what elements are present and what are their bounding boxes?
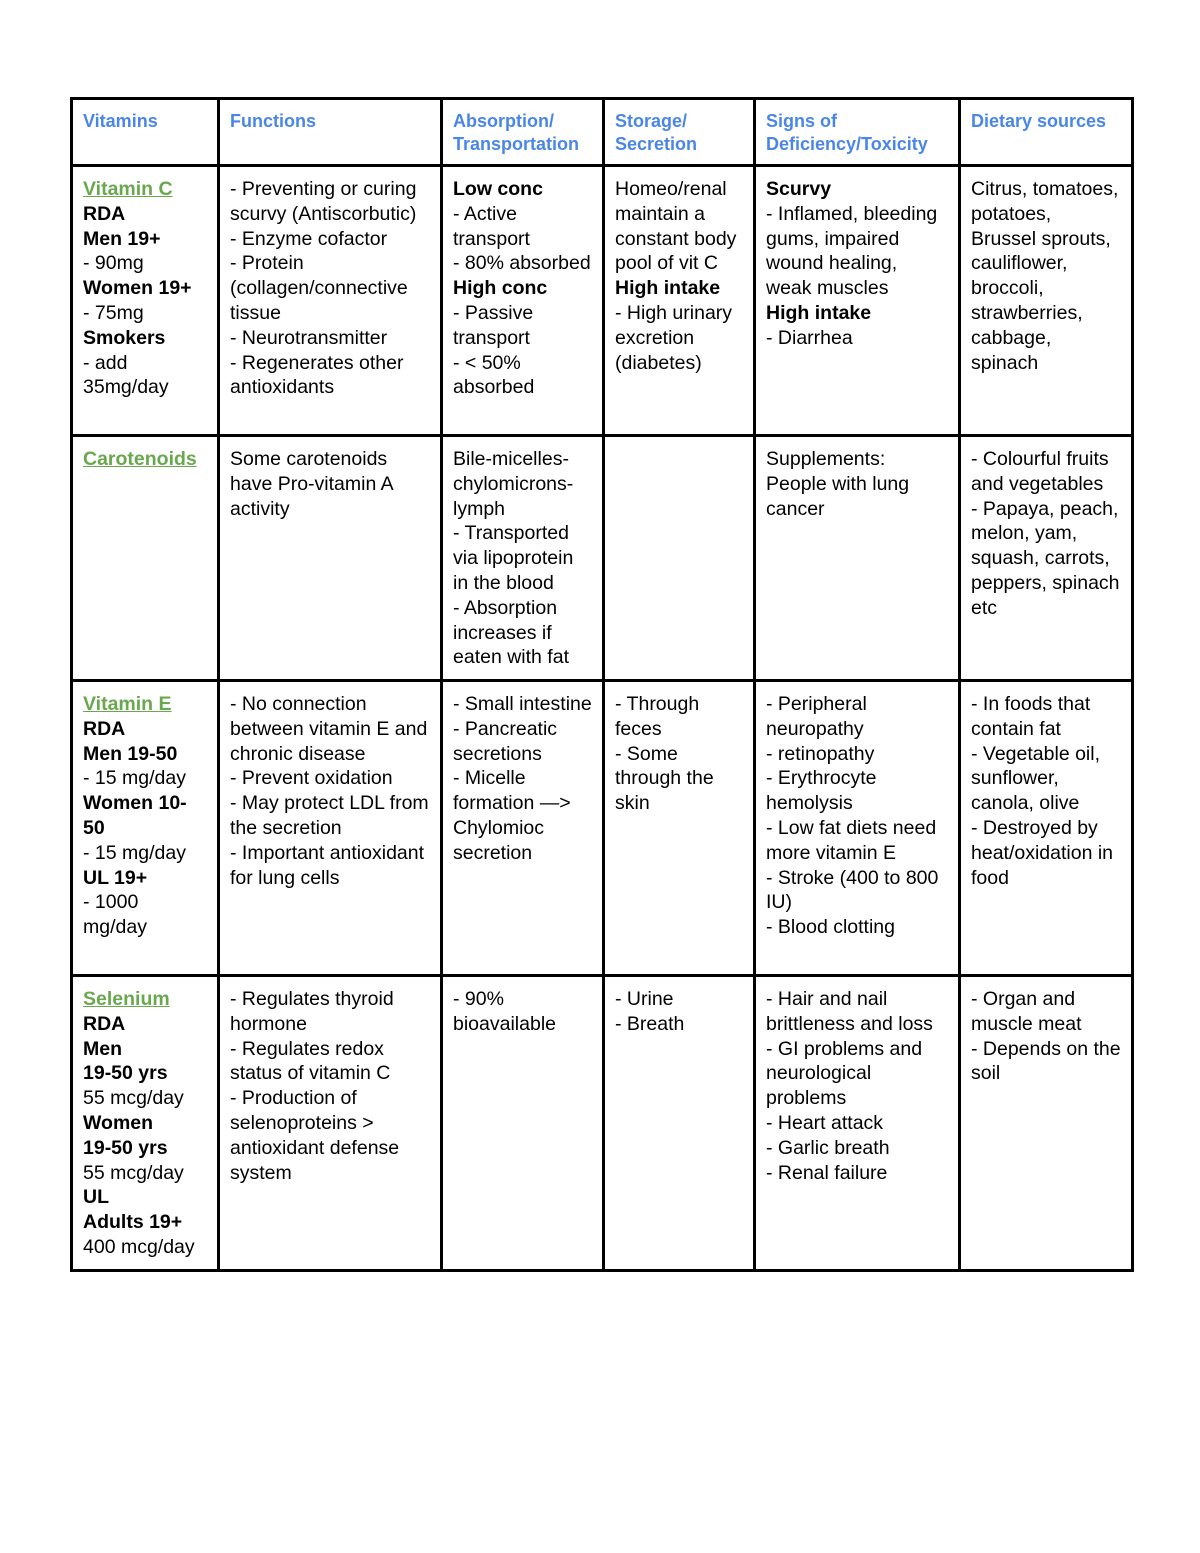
cell-line: - Inflamed, bleeding gums, impaired wound healing, weak muscles [766, 202, 938, 300]
cell-line: - No connection between vitamin E and chronic disease [230, 693, 428, 765]
cell-functions [219, 166, 442, 436]
vitamin-name: Selenium [83, 988, 170, 1010]
cell-line: - Pancreatic secretions [453, 717, 558, 765]
header-signs: Signs of Deficiency/Toxicity [755, 99, 960, 166]
cell-line: High intake [615, 277, 721, 300]
cell-line: Men 19+ [83, 227, 161, 250]
cell-line: Women [83, 1111, 154, 1134]
header-functions: Functions [219, 99, 442, 166]
cell-line: - May protect LDL from the secretion [230, 792, 429, 839]
cell-line: - Hair and nail brittleness and loss [766, 988, 933, 1035]
vitamin-name: Carotenoids [83, 448, 197, 470]
cell-line: - Neurotransmitter [230, 326, 388, 349]
cell-sources [960, 166, 1133, 436]
cell-line: - High urinary excretion (diabetes) [615, 301, 733, 374]
cell-line: UL [83, 1186, 109, 1209]
cell-line: High intake [766, 301, 872, 324]
cell-line: - Active transport [453, 202, 530, 250]
cell-line: - Vegetable oil, sunflower, canola, olive [971, 742, 1101, 815]
cell-storage [604, 976, 755, 1271]
vitamin-name: Vitamin C [83, 178, 173, 200]
cell-signs [755, 681, 960, 976]
cell-vitamin [72, 436, 219, 681]
cell-line: - Small intestine [453, 693, 592, 715]
cell-line: - Preventing or curing scurvy (Antiscorbutic) [230, 178, 417, 225]
cell-line: - 75mg [83, 301, 144, 324]
cell-line: - Heart attack [766, 1111, 884, 1134]
cell-vitamin [72, 166, 219, 436]
cell-line: - 90mg [83, 252, 144, 275]
table-row [72, 976, 1133, 1271]
cell-line: - Passive transport [453, 301, 534, 349]
cell-absorption [442, 681, 604, 976]
cell-line: - Enzyme cofactor [230, 227, 388, 250]
header-row [72, 99, 1133, 166]
cell-line: - GI problems and neurological problems [766, 1037, 923, 1110]
cell-signs [755, 976, 960, 1271]
cell-line: RDA [83, 202, 126, 225]
cell-line: - Papaya, peach, melon, yam, squash, carrots, peppers, spinach etc [971, 497, 1120, 619]
cell-sources [960, 681, 1133, 976]
cell-signs [755, 436, 960, 681]
cell-line: - Regenerates other antioxidants [230, 351, 404, 399]
table-row [72, 436, 1133, 681]
table-body [72, 166, 1133, 1271]
cell-vitamin [72, 976, 219, 1271]
cell-line: High conc [453, 277, 548, 300]
cell-line: - Urine [615, 988, 674, 1010]
cell-line: - Absorption increases if eaten with fat [453, 596, 569, 669]
cell-line: Supplements: People with lung cancer [766, 448, 910, 520]
cell-storage [604, 436, 755, 681]
cell-line: - Organ and muscle meat [971, 988, 1082, 1035]
cell-line: Women 10-50 [83, 792, 187, 839]
vitamin-name: Vitamin E [83, 693, 172, 715]
cell-functions [219, 976, 442, 1271]
cell-signs [755, 166, 960, 436]
cell-line: RDA [83, 717, 126, 740]
cell-line: Smokers [83, 326, 166, 349]
cell-line: 55 mcg/day [83, 1161, 184, 1184]
cell-line: - 15 mg/day [83, 841, 186, 864]
cell-line: Homeo/renal maintain a constant body pool of vit C [615, 178, 737, 275]
cell-line: - Renal failure [766, 1161, 888, 1184]
cell-line: - Colourful fruits and vegetables [971, 448, 1109, 495]
cell-absorption [442, 166, 604, 436]
cell-line: - < 50% absorbed [453, 351, 535, 399]
cell-line: - Regulates thyroid hormone [230, 988, 394, 1035]
cell-line: Bile-micelles-chylomicrons-lymph [453, 448, 574, 520]
cell-line: - In foods that contain fat [971, 693, 1091, 740]
cell-sources [960, 976, 1133, 1271]
cell-line: 19-50 yrs [83, 1062, 168, 1085]
cell-line: - Regulates redox status of vitamin C [230, 1037, 391, 1085]
cell-line: - Breath [615, 1012, 685, 1035]
cell-line: - Depends on the soil [971, 1037, 1121, 1085]
cell-line: - 15 mg/day [83, 767, 186, 790]
cell-line: - Important antioxidant for lung cells [230, 841, 425, 889]
cell-line: Women 19+ [83, 277, 192, 300]
cell-line: - Production of selenoproteins > antioxidant defense system [230, 1087, 400, 1184]
cell-line: - Peripheral neuropathy [766, 693, 867, 740]
cell-storage [604, 681, 755, 976]
cell-line: Men 19-50 [83, 742, 178, 765]
cell-absorption [442, 436, 604, 681]
cell-line: Adults 19+ [83, 1211, 183, 1234]
cell-line: - 90% bioavailable [453, 988, 556, 1035]
header-absorption: Absorption/ Transportation [442, 99, 604, 166]
cell-line: Citrus, tomatoes, potatoes, Brussel sprouts, cauliflower, broccoli, strawberries, cabbage, spinach [971, 178, 1119, 374]
header-vitamins: Vitamins [72, 99, 219, 166]
cell-line: - 1000 mg/day [83, 891, 147, 939]
cell-storage [604, 166, 755, 436]
vitamins-table [70, 97, 1134, 1272]
cell-line: - Erythrocyte hemolysis [766, 767, 877, 815]
cell-line: RDA [83, 1012, 126, 1035]
cell-line: Scurvy [766, 178, 832, 200]
cell-line: - 80% absorbed [453, 252, 591, 275]
cell-line: 55 mcg/day [83, 1087, 184, 1110]
cell-vitamin [72, 681, 219, 976]
cell-line: - Diarrhea [766, 326, 853, 349]
cell-line: - Blood clotting [766, 916, 895, 939]
cell-line: - add 35mg/day [83, 351, 169, 399]
cell-line: - Some through the skin [615, 742, 714, 815]
cell-line: - Transported via lipoprotein in the blood [453, 522, 574, 594]
cell-line: - Destroyed by heat/oxidation in food [971, 816, 1114, 889]
cell-line: Men [83, 1037, 122, 1060]
cell-line: - Garlic breath [766, 1136, 890, 1159]
cell-line: - Protein (collagen/connective tissue [230, 252, 408, 324]
header-dietary-sources: Dietary sources [960, 99, 1133, 166]
cell-line: UL 19+ [83, 866, 148, 889]
cell-line: - Prevent oxidation [230, 767, 393, 790]
cell-line: 400 mcg/day [83, 1235, 195, 1258]
cell-line: Some carotenoids have Pro-vitamin A activity [230, 448, 393, 520]
cell-sources [960, 436, 1133, 681]
header-storage: Storage/ Secretion [604, 99, 755, 166]
cell-functions [219, 681, 442, 976]
cell-line: - Through feces [615, 693, 700, 740]
cell-absorption [442, 976, 604, 1271]
table-row [72, 166, 1133, 436]
table-row [72, 681, 1133, 976]
cell-line: - retinopathy [766, 742, 875, 765]
cell-line: 19-50 yrs [83, 1136, 168, 1159]
cell-line: - Low fat diets need more vitamin E [766, 816, 937, 864]
cell-line: - Micelle formation —> Chylomioc secretion [453, 767, 571, 864]
cell-functions [219, 436, 442, 681]
cell-line: - Stroke (400 to 800 IU) [766, 866, 939, 914]
cell-line: Low conc [453, 178, 543, 200]
